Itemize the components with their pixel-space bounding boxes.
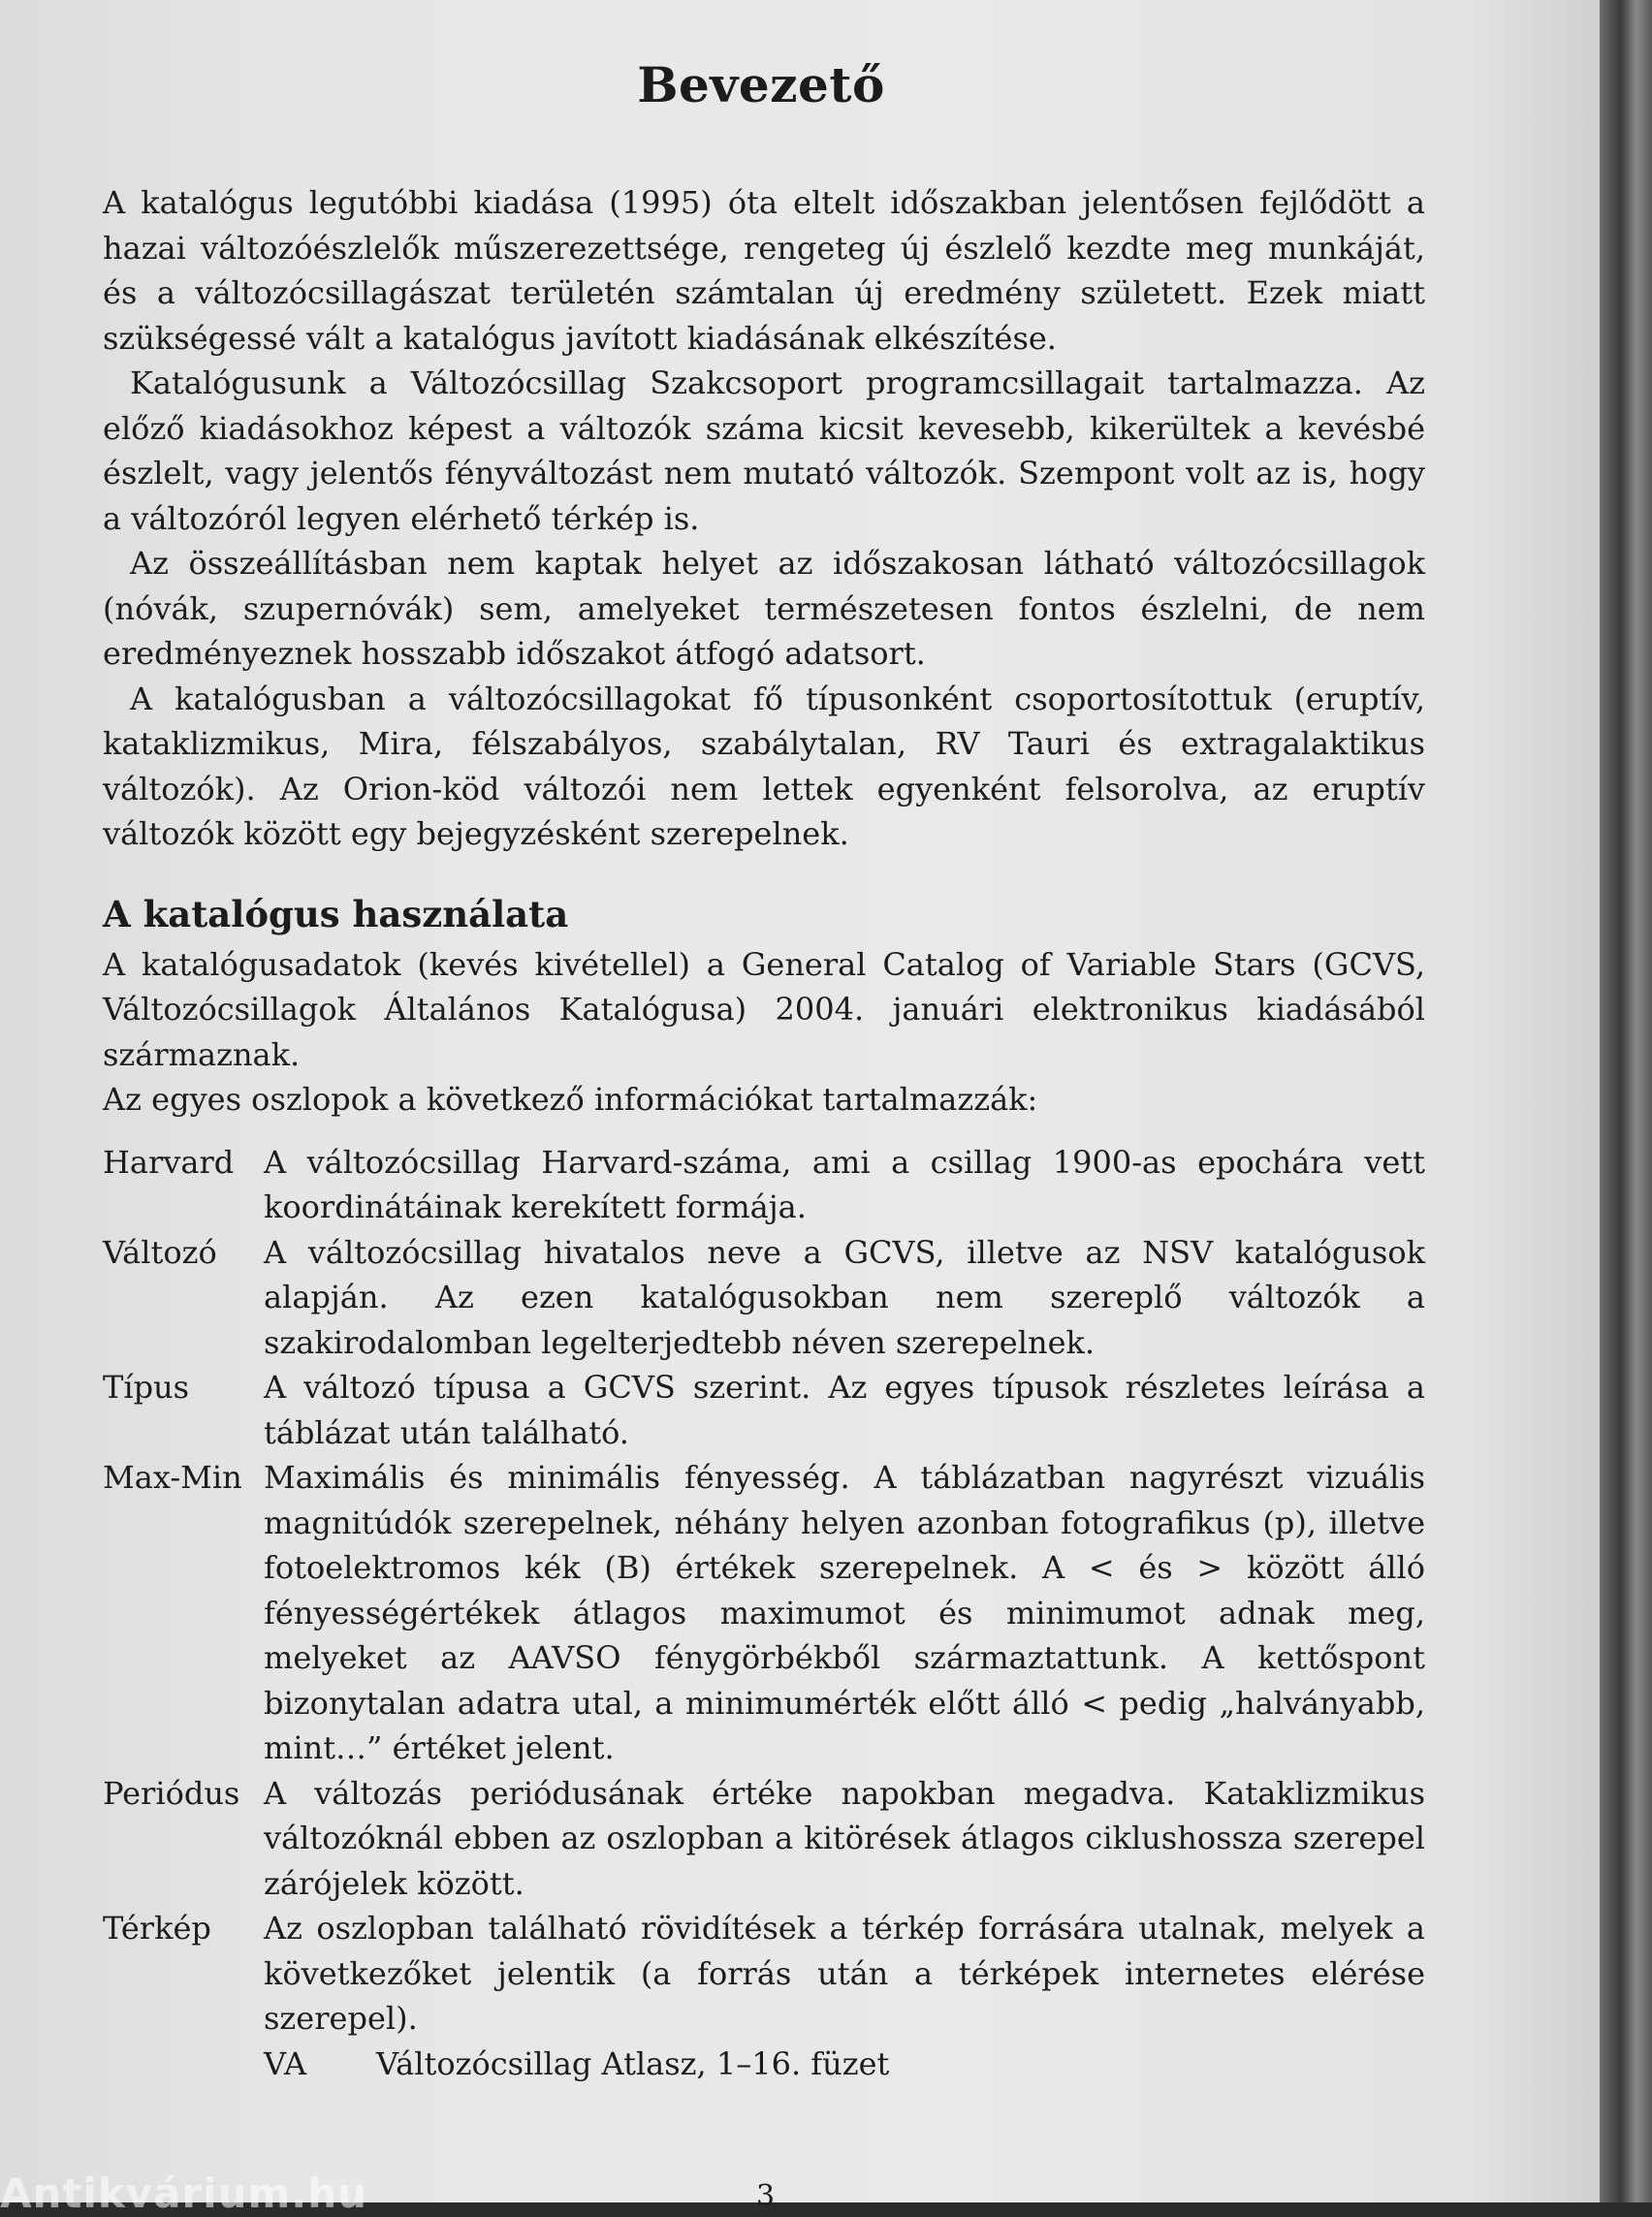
definition-text: A változócsillag hivatalos neve a GCVS, illetve az NSV katalógusok alapján. Az ezen katalógusokban nem szereplő változók a szakirodalomban legelterjedtebb néven szerepelnek. bbox=[264, 1233, 1425, 1361]
definition-row-valtozo bbox=[103, 1230, 1425, 1366]
abbreviation-row bbox=[264, 2042, 1425, 2087]
definition-term: Térkép bbox=[103, 1910, 211, 1947]
definition-term: Harvard bbox=[103, 1143, 235, 1181]
watermark: Antikvárium.hu bbox=[0, 2169, 368, 2217]
definition-term: Típus bbox=[103, 1369, 190, 1406]
definition-term: Változó bbox=[103, 1233, 217, 1271]
definition-text: A változás periódusának értéke napokban megadva. Kataklizmikus változóknál ebben az oszlopban a kitörések átlagos ciklushossza szerepel zárójelek között. bbox=[264, 1774, 1425, 1902]
section-intro: A katalógusadatok (kevés kivétellel) a General Catalog of Variable Stars (GCVS, Változócsillagok Általános Katalógusa) 2004. januári elektronikus kiadásából származnak. bbox=[103, 945, 1425, 1073]
columns-intro: Az egyes oszlopok a következő információkat tartalmazzák: bbox=[103, 1081, 1038, 1118]
terkep-description: Az oszlopban található rövidítések a térkép forrására utalnak, melyek a következőket jelentik (a forrás után a térképek internetes elérése szerepel). bbox=[264, 1910, 1425, 2037]
paragraph-1: A katalógus legutóbbi kiadása (1995) óta eltelt időszakban jelentősen fejlődött a hazai változóészlelők műszerezettsége, rengeteg új észlelő kezdte meg munkáját, és a változócsillagászat területén számtalan új eredmény született. Ezek miatt szükségessé vált a katalógus javított kiadásának elkészítése. bbox=[103, 184, 1425, 357]
definition-text: A változócsillag Harvard-száma, ami a csillag 1900-as epochára vett koordinátáinak kerekített formája. bbox=[264, 1143, 1425, 1225]
document-body bbox=[103, 180, 1425, 2086]
page-title: Bevezető bbox=[637, 56, 885, 113]
definition-list bbox=[103, 1140, 1425, 2087]
definition-row-max-min bbox=[103, 1455, 1425, 1771]
abbreviation-code: VA bbox=[264, 2044, 307, 2082]
definition-text: A változó típusa a GCVS szerint. Az egyes típusok részletes leírása a táblázat után található. bbox=[264, 1369, 1425, 1451]
paragraph-4: A katalógusban a változócsillagokat fő típusonként csoportosítottuk (eruptív, kataklizmikus, Mira, félszabályos, szabálytalan, RV Tauri és extragalaktikus változók). Az Orion-köd változói nem lettek egyenként felsorolva, az eruptív változók között egy bejegyzésként szerepelnek. bbox=[103, 680, 1425, 852]
definition-row-tipus bbox=[103, 1365, 1425, 1455]
definition-term: Periódus bbox=[103, 1774, 240, 1812]
page-number: 3 bbox=[756, 2179, 776, 2213]
definition-row-harvard bbox=[103, 1140, 1425, 1230]
definition-term: Max-Min bbox=[103, 1459, 242, 1496]
definition-text bbox=[264, 1906, 1425, 2086]
paragraph-2: Katalógusunk a Változócsillag Szakcsoport programcsillagait tartalmazza. Az előző kiadásokhoz képest a változók száma kicsit kevesebb, kikerültek a kevésbé észlelt, vagy jelentős fényváltozást nem mutató változók. Szempont volt az is, hogy a változóról legyen elérhető térkép is. bbox=[103, 364, 1425, 537]
section-heading: A katalógus használata bbox=[103, 892, 569, 935]
definition-row-periodus bbox=[103, 1771, 1425, 1907]
paragraph-3: Az összeállításban nem kaptak helyet az időszakosan látható változócsillagok (nóvák, szupernóvák) sem, amelyeket természetesen fontos észlelni, de nem eredményeznek hosszabb időszakot átfogó adatsort. bbox=[103, 545, 1425, 672]
abbreviation-text: Változócsillag Atlasz, 1–16. füzet bbox=[376, 2044, 890, 2082]
definition-text: Maximális és minimális fényesség. A táblázatban nagyrészt vizuális magnitúdók szerepelnek, néhány helyen azonban fotografikus (p), illetve fotoelektromos kék (B) értékek szerepelnek. A < és > között álló fényességértékek átlagos maximumot és minimumot adnak meg, melyeket az AAVSO fénygörbékből származtattunk. A kettőspont bizonytalan adatra utal, a minimumérték előtt álló < pedig „halványabb, mint…” értéket jelent. bbox=[264, 1459, 1425, 1766]
definition-row-terkep bbox=[103, 1906, 1425, 2086]
book-edge-shadow bbox=[1600, 0, 1652, 2202]
